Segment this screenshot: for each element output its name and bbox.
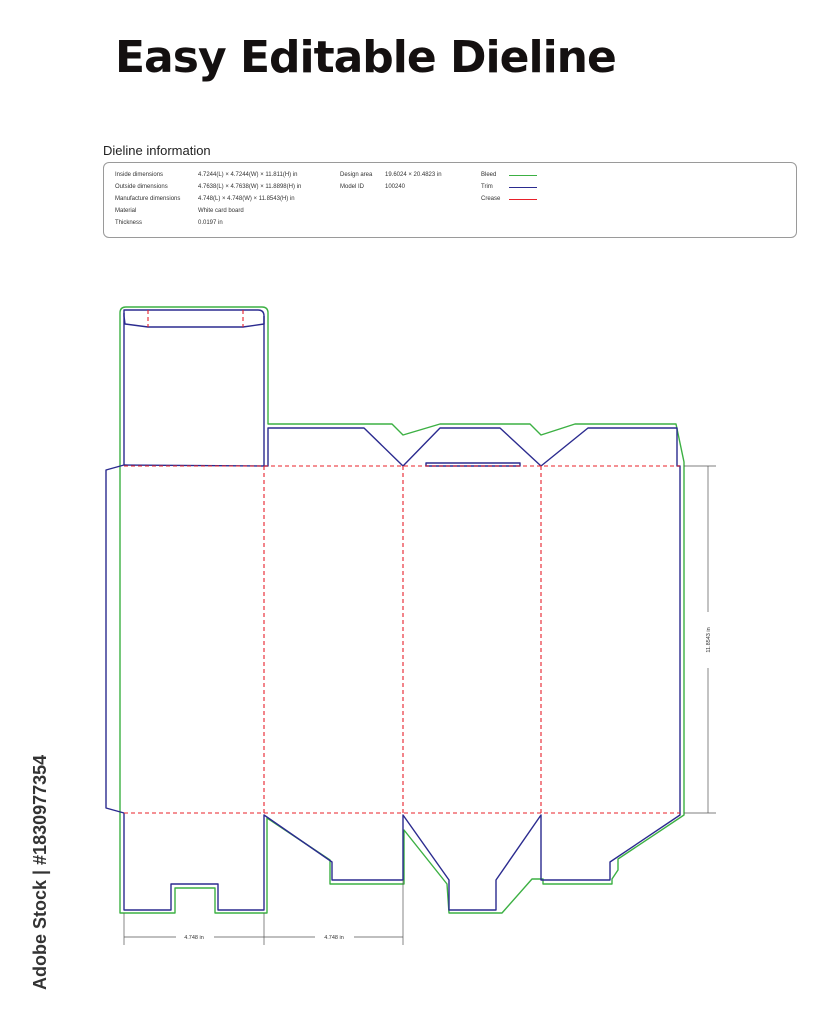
model-id-value: 100240 [385, 184, 406, 190]
model-id-label: Model ID [340, 184, 365, 190]
crease-lines [124, 310, 680, 813]
design-area-value: 19.6024 × 20.4823 in [385, 172, 442, 178]
watermark-text: Adobe Stock | #1830977354 [30, 754, 50, 990]
manufacture-dimensions-label: Manufacture dimensions [115, 196, 181, 202]
trim-outline [106, 310, 680, 910]
material-value: White card board [198, 208, 244, 214]
bleed-outline [120, 307, 684, 913]
manufacture-dimensions-value: 4.748(L) × 4.748(W) × 11.8543(H) in [198, 196, 295, 202]
legend-crease-label: Crease [481, 196, 501, 202]
legend-bleed-label: Bleed [481, 172, 497, 178]
dimension-width-2: 4.748 in [324, 935, 344, 941]
outside-dimensions-value: 4.7638(L) × 4.7638(W) × 11.8898(H) in [198, 184, 302, 190]
inside-dimensions-label: Inside dimensions [115, 172, 164, 178]
outside-dimensions-label: Outside dimensions [115, 184, 168, 190]
material-label: Material [115, 208, 137, 214]
dimension-height: 11.8543 in [706, 627, 712, 653]
dimension-width-1: 4.748 in [184, 935, 204, 941]
thickness-value: 0.0197 in [198, 220, 223, 226]
thickness-label: Thickness [115, 220, 143, 226]
info-heading: Dieline information [103, 143, 211, 158]
page-title: Easy Editable Dieline [115, 32, 616, 83]
design-area-label: Design area [340, 172, 373, 178]
legend-trim-label: Trim [481, 184, 493, 190]
dimension-lines [124, 466, 716, 945]
inside-dimensions-value: 4.7244(L) × 4.7244(W) × 11.811(H) in [198, 172, 298, 178]
